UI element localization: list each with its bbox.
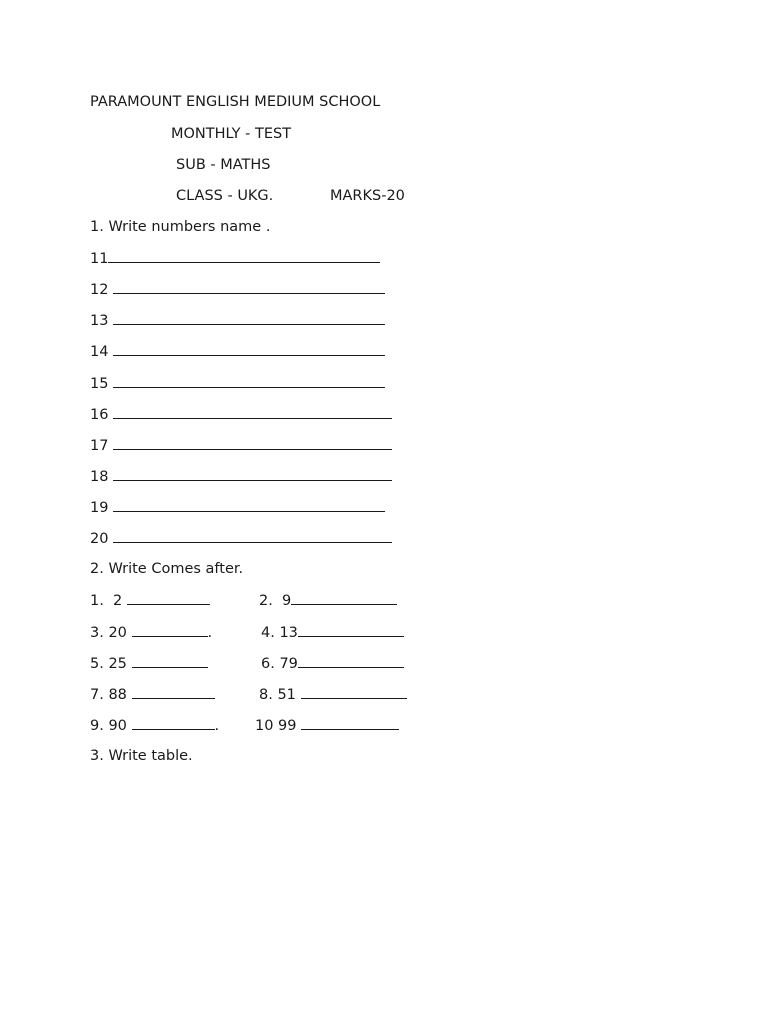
number-label: 15 [90, 376, 109, 392]
comes-after-label: 10 99 [255, 718, 297, 734]
answer-blank[interactable] [113, 405, 392, 419]
comes-after-left [90, 685, 215, 704]
question-2-title: 2. Write Comes after. [90, 561, 244, 577]
marks-label: MARKS-20 [330, 188, 405, 204]
number-name-row [90, 249, 380, 268]
comes-after-right [259, 591, 397, 610]
answer-blank[interactable] [291, 591, 397, 605]
comes-after-label: 8. 51 [259, 687, 296, 703]
comes-after-left [90, 716, 219, 735]
class-label: CLASS - UKG. [176, 188, 274, 204]
number-label: 12 [90, 282, 109, 298]
answer-blank[interactable] [113, 498, 385, 512]
comes-after-label: 9. 90 [90, 718, 127, 734]
answer-blank[interactable] [301, 685, 407, 699]
answer-blank[interactable] [301, 716, 399, 730]
answer-blank[interactable] [113, 436, 392, 450]
number-name-row [90, 342, 385, 361]
answer-blank[interactable] [113, 311, 385, 325]
number-label: 13 [90, 313, 109, 329]
comes-after-label: 1. 2 [90, 593, 123, 609]
answer-blank[interactable] [113, 280, 385, 294]
answer-blank[interactable] [108, 249, 380, 263]
answer-blank[interactable] [132, 716, 215, 730]
answer-blank[interactable] [132, 685, 215, 699]
number-name-row [90, 311, 385, 330]
number-label: 20 [90, 531, 109, 547]
comes-after-label: 4. 13 [261, 625, 298, 641]
comes-after-label: 3. 20 [90, 625, 127, 641]
number-label: 19 [90, 500, 109, 516]
test-title: MONTHLY - TEST [171, 126, 292, 142]
number-label: 18 [90, 469, 109, 485]
number-label: 14 [90, 344, 109, 360]
number-name-row [90, 374, 385, 393]
number-name-row [90, 529, 392, 548]
number-label: 11 [90, 251, 109, 267]
comes-after-right [255, 716, 399, 735]
answer-blank[interactable] [132, 654, 208, 668]
comes-after-left [90, 623, 212, 642]
comes-after-label: 6. 79 [261, 656, 298, 672]
number-name-row [90, 436, 392, 455]
answer-blank[interactable] [127, 591, 210, 605]
question-3-title: 3. Write table. [90, 748, 193, 764]
number-label: 16 [90, 407, 109, 423]
subject-line: SUB - MATHS [176, 157, 271, 173]
comes-after-right [259, 685, 407, 704]
comes-after-right [261, 623, 404, 642]
question-1-title: 1. Write numbers name . [90, 219, 271, 235]
answer-blank[interactable] [298, 623, 404, 637]
answer-blank[interactable] [298, 654, 404, 668]
comes-after-label: 5. 25 [90, 656, 127, 672]
answer-blank[interactable] [113, 342, 385, 356]
row-end-mark: . [207, 625, 213, 641]
comes-after-label: 7. 88 [90, 687, 127, 703]
answer-blank[interactable] [113, 374, 385, 388]
answer-blank[interactable] [113, 467, 392, 481]
number-name-row [90, 405, 392, 424]
number-name-row [90, 498, 385, 517]
number-name-row [90, 280, 385, 299]
answer-blank[interactable] [132, 623, 208, 637]
row-end-mark: . [214, 718, 220, 734]
comes-after-right [261, 654, 404, 673]
number-label: 17 [90, 438, 109, 454]
comes-after-left [90, 591, 210, 610]
school-name: PARAMOUNT ENGLISH MEDIUM SCHOOL [90, 94, 381, 110]
comes-after-label: 2. 9 [259, 593, 292, 609]
answer-blank[interactable] [113, 529, 392, 543]
number-name-row [90, 467, 392, 486]
comes-after-left [90, 654, 208, 673]
